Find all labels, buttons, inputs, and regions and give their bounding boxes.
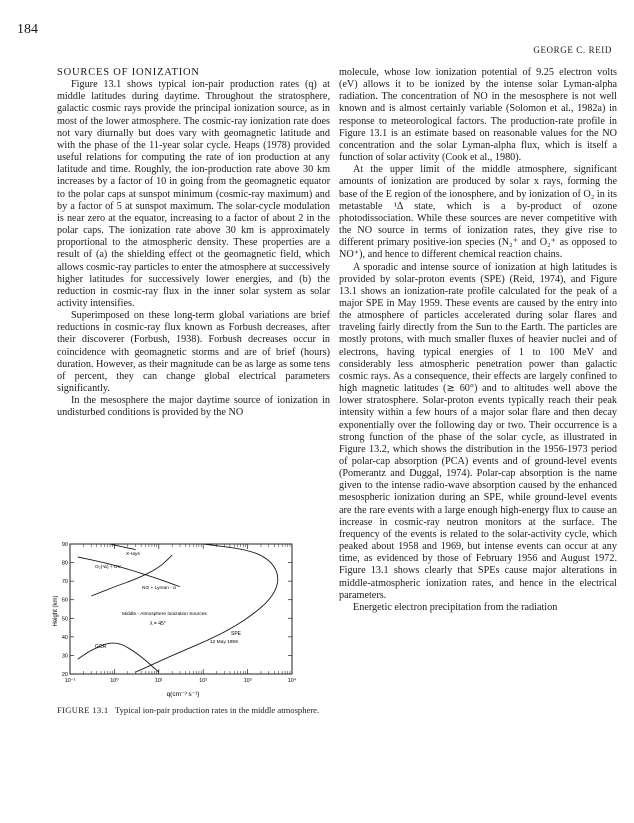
x-tick-label: 10³ <box>243 678 252 684</box>
caption-label: FIGURE 13.1 <box>57 705 109 715</box>
inset-latitude: λ = 45° <box>150 621 166 627</box>
y-axis-label: Height (km) <box>53 595 59 627</box>
paragraph: A sporadic and intense source of ionization at high latitudes is provided by solar-proton events (SPE) (Reid, 1974), and Figure 13.1 shows an ionization-rate profile calculated for the peak of a major SPE in May 1959. These events are caused by the entry into the atmosphere of particles accelerated during solar flares and traveling fairly directly from the Sun to the Earth. The particles are mostly protons, with much smaller fluxes of heavier nuclei and of electrons, having typical energies of 1 to 100 MeV and considerably less atmospheric penetration power than galactic cosmic rays. As a consequence, their effects are largely confined to high magnetic latitudes (≳ 60°) and to altitudes well above the lower stratosphere. Solar-proton events typically reach their peak intensity within a few hours of a major solar flare and then decay exponentially over the following day or two. Their occurrence is a strong function of the phase of the solar cycle, as illustrated in Figure 13.2, which shows the distribution in the 1956-1973 period of polar-cap absorption (PCA) events and of ground-level events (Pomerantz and Duggal, 1974). Polar-cap absorption is the name given to the intense radio-wave absorption caused by the enhanced mesospheric ionization during an SPE, while ground-level events are the rare events with a large enough high-energy flux to cause an increase in cosmic-ray neutron monitors at the surface. The frequency of the events is related to the solar-activity cycle, which peaked about 1958 and 1969, but intense events can occur at any time, as evidenced by those of February 1956 and August 1972. Figure 13.1 shows clearly that SPEs cause major alterations in middle-atmospheric ionization rates, and hence in the electrical parameters. <box>339 261 617 601</box>
inset-title: Middle - Atmosphere Ionization Sources <box>122 612 207 617</box>
y-tick-label: 60 <box>61 597 68 604</box>
ionization-chart <box>50 541 302 701</box>
spe-curve <box>136 544 278 672</box>
curve-label-no: NO + Lyman - α <box>142 586 176 591</box>
y-tick-label: 80 <box>61 560 68 567</box>
paragraph: Superimposed on these long-term global variations are brief reductions in cosmic-ray flux known as Forbush decreases, after their discoverer (Forbush, 1938). Forbush decreases occur in coincidence with geomagnetic storms and are of brief (hours) duration. However, as their magnitude can be as large as some tens of percent, they can change global electrical parameters significantly. <box>57 310 330 395</box>
figure-caption <box>57 705 330 716</box>
caption-text: Typical ion-pair production rates in the middle atmosphere. <box>114 705 320 715</box>
chart-curves <box>78 544 278 672</box>
left-column <box>57 67 330 420</box>
paragraph: Figure 13.1 shows typical ion-pair production rates (q) at middle latitudes during daytime. Throughout the stratosphere, galactic cosmic rays provide the principal ionization source, as in most of the lower atmosphere. The cosmic-ray ionization rate does not vary diurnally but does vary with geomagnetic latitude and with the phase of the 11-year solar cycle. Heaps (1978) provided useful relations for computing the rate of ion production at any latitude and time. Roughly, the ion-production rate above 30 km increases by a factor of 10 in going from the geomagnetic equator to the polar caps at sunspot minimum (cosmic-ray maximum) and by a factor of 5 at sunspot maximum. The solar-cycle modulation is near zero at the equator, increasing to a factor of about 2 in the polar caps. The ionization rate above 30 km is approximately proportional to the atmospheric density. These properties are a result of (a) the shielding effect ot the geomagnetic field, which allows cosmic-ray particles to enter the atmosphere at successively higher latitudes for successively lower energies, and (b) the reduction in cosmic-ray flux in the inner solar system as solar activity intensifies. <box>57 79 330 309</box>
section-title: SOURCES OF IONIZATION <box>57 67 200 78</box>
paragraph: At the upper limit of the middle atmosphere, significant amounts of ionization are produced by solar x rays, forming the base of the E region of the ionosphere, and by ionization of O₂ in its metastable ¹Δ state, which is a by-product of ozone photodissociation. While these sources are never competitive with the NO source in terms of ionization rates, they give rise to different primary positive-ion species (N₂⁺ and O₂⁺ as opposed to NO⁺), and hence to different chemical reaction chains. <box>339 164 617 261</box>
curve-label-spe: SPE <box>231 631 242 637</box>
curve-label-spe-date: 12 May 1959 <box>210 640 238 645</box>
x-tick-label: 10² <box>199 678 208 684</box>
xrays-curve <box>110 544 136 550</box>
x-tick-label: 10⁰ <box>110 678 119 684</box>
running-head: GEORGE C. REID <box>533 45 612 55</box>
x-tick-label: 10⁴ <box>287 678 297 684</box>
paragraph: In the mesosphere the major daytime source of ionization in undisturbed conditions is provided by the NO <box>57 395 330 419</box>
y-tick-label: 30 <box>61 653 68 660</box>
gcr-curve <box>78 643 159 672</box>
x-tick-label: 10¹ <box>154 678 163 684</box>
y-tick-label: 50 <box>61 616 68 623</box>
y-tick-label: 90 <box>61 542 68 548</box>
curve-label-xrays: X-rays <box>126 552 140 557</box>
curve-label-o2: O₂(¹Δ) + UV <box>95 565 121 570</box>
x-axis-label: q(cm⁻³ s⁻¹) <box>166 691 200 698</box>
page-number: 184 <box>17 22 38 37</box>
y-tick-label: 70 <box>61 579 68 586</box>
figure-13-1 <box>50 541 302 701</box>
paragraph: molecule, whose low ionization potential of 9.25 electron volts (eV) allows it to be ionized by the intense solar Lyman-alpha radiation. The concentration of NO in the mesosphere is not well known and is almost certainly variable (Solomon et al., 1982a) in response to meteorological factors. The production-rate profile in Figure 13.1 is an estimate based on reasonable values for the NO concentration and the solar Lyman-alpha flux, which is itself a function of solar activity (Cook et al., 1980). <box>339 67 617 164</box>
y-tick-label: 20 <box>61 672 68 678</box>
paragraph: Energetic electron precipitation from the radiation <box>353 601 558 613</box>
o2-uv-curve <box>78 557 180 587</box>
curve-label-gcr: GCR <box>95 644 107 650</box>
x-tick-label: 10⁻¹ <box>64 678 76 684</box>
right-column <box>339 67 617 614</box>
y-tick-label: 40 <box>61 634 68 641</box>
